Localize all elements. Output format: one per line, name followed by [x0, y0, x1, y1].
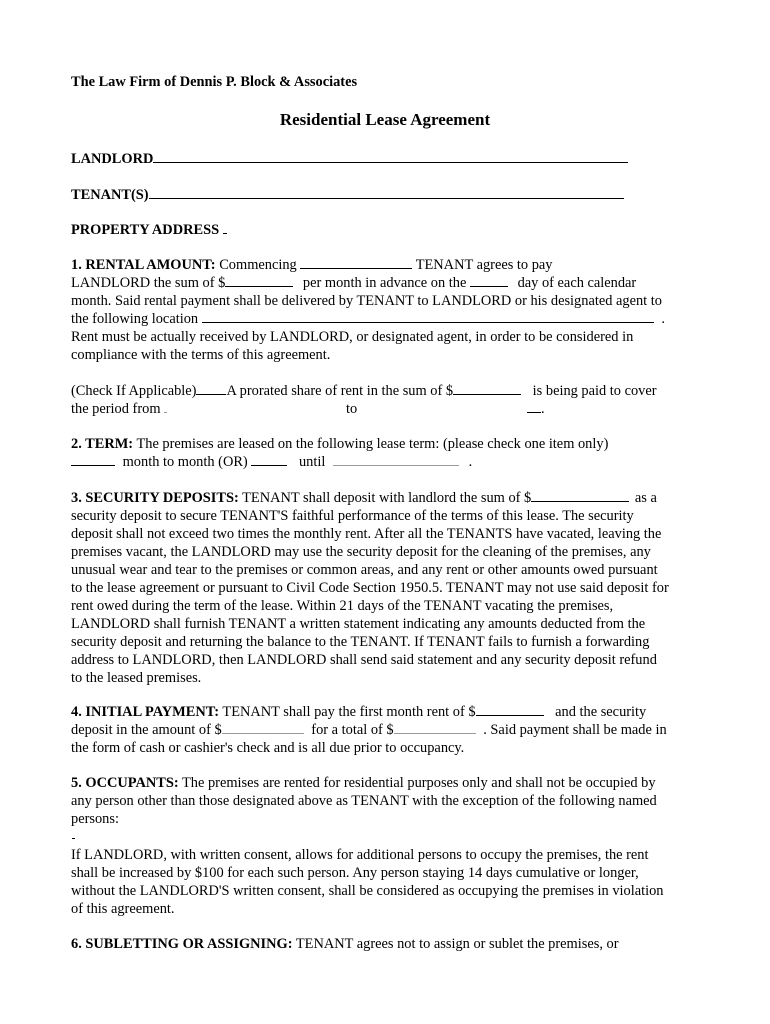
s3-line: to the leased premises. — [71, 670, 202, 686]
tenants-field — [71, 186, 624, 204]
s5-line-2: any person other than those designated above as TENANT with the exception of the following named — [71, 793, 657, 809]
s3-line: unusual wear and tear to the premises or common areas, and any rent or other amounts owed pursuant — [71, 562, 658, 578]
property-address-blank[interactable] — [223, 221, 227, 234]
prorated-text: A prorated share of rent in the sum of $ — [226, 383, 454, 399]
s5-line: without the LANDLORD'S written consent, shall be considered as occupying the premises in violation — [71, 883, 664, 899]
s1-text: day of each calendar — [517, 275, 637, 291]
property-address-label: PROPERTY ADDRESS — [71, 222, 220, 238]
named-persons-blank[interactable] — [72, 838, 75, 839]
prorated-text: to — [346, 401, 358, 417]
landlord-blank[interactable] — [153, 150, 628, 163]
s2-text: until — [298, 454, 326, 470]
s3-heading: 3. SECURITY DEPOSITS: — [71, 490, 239, 506]
prorated-text: (Check If Applicable) — [71, 383, 197, 399]
s5-text: The premises are rented for residential purposes only and shall not be occupied by — [182, 775, 656, 791]
s2-text: month to month (OR) — [122, 454, 248, 470]
s1-text: per month in advance on the — [302, 275, 467, 291]
s2-line-1 — [71, 435, 608, 453]
s3-line-1 — [71, 489, 657, 507]
commencing-date-blank[interactable] — [300, 256, 412, 269]
s2-line-2: month to month (OR) until . — [71, 453, 472, 471]
s5-line: of this agreement. — [71, 901, 175, 917]
s6-text: TENANT agrees not to assign or sublet the premises, or — [295, 936, 619, 952]
first-month-rent-blank[interactable] — [476, 703, 544, 716]
document-title: Residential Lease Agreement — [279, 110, 491, 129]
s1-line-4: the following location . — [71, 311, 665, 327]
fixed-term-check-blank[interactable] — [251, 453, 287, 466]
s1-text: TENANT agrees to pay — [415, 257, 553, 273]
s1-line-1 — [71, 256, 553, 274]
s5-line-1 — [71, 774, 656, 792]
s2-heading: 2. TERM: — [71, 436, 134, 452]
s4-text: and the security — [555, 704, 647, 720]
s4-line-1 — [71, 703, 646, 721]
s3-line: security deposit and returning the balance to the TENANT. If TENANT fails to furnish a forwarding — [71, 634, 650, 650]
s4-text: . Said payment shall be made in — [483, 722, 667, 738]
s5-line: If LANDLORD, with written consent, allows for additional persons to occupy the premises, the rent — [71, 847, 649, 863]
s3-line: rent owed during the term of the lease. Within 21 days of the TENANT vacating the premises, — [71, 598, 614, 614]
s4-text: deposit in the amount of $ — [71, 722, 222, 738]
payment-location-blank[interactable] — [202, 310, 654, 323]
deposit-amount-blank[interactable] — [222, 721, 304, 734]
s4-text: TENANT shall pay the first month rent of $ — [222, 704, 476, 720]
s3-line: premises vacant, the LANDLORD may use the security deposit for the cleaning of the premises, any — [71, 544, 651, 560]
s6-heading: 6. SUBLETTING OR ASSIGNING: — [71, 936, 293, 952]
s5-heading: 5. OCCUPANTS: — [71, 775, 179, 791]
s5-line-3: persons: — [71, 811, 119, 827]
s3-line: deposit shall not exceed two times the monthly rent. After all the TENANTS have vacated, leaving the — [71, 526, 662, 542]
prorated-amount-blank[interactable] — [453, 382, 521, 395]
s1-line-6: compliance with the terms of this agreement. — [71, 347, 331, 363]
s1-text: Commencing — [219, 257, 297, 273]
landlord-field — [71, 150, 628, 168]
until-date-blank[interactable] — [333, 453, 459, 466]
rent-day-blank[interactable] — [470, 274, 508, 287]
tenants-blank[interactable] — [149, 186, 624, 199]
total-amount-blank[interactable] — [394, 721, 476, 734]
monthly-rent-blank[interactable] — [225, 274, 293, 287]
s4-text: for a total of $ — [311, 722, 394, 738]
s3-line: security deposit to secure TENANT'S faithful performance of the terms of this lease. The security — [71, 508, 634, 524]
prorated-text: the period from — [71, 401, 161, 417]
s2-text: The premises are leased on the following lease term: (please check one item only) — [136, 436, 609, 452]
prorated-line-1 — [71, 382, 657, 400]
property-address-field — [71, 221, 227, 239]
s1-line-5: Rent must be actually received by LANDLORD, or designated agent, in order to be considered in — [71, 329, 634, 345]
period-to-blank[interactable] — [527, 400, 541, 413]
prorated-check-blank[interactable] — [196, 382, 226, 395]
s3-text: as a — [634, 490, 657, 506]
security-deposit-blank[interactable] — [531, 489, 629, 502]
s4-line-3: the form of cash or cashier's check and is all due prior to occupancy. — [71, 740, 465, 756]
period-from-blank[interactable] — [164, 400, 167, 413]
s1-heading: 1. RENTAL AMOUNT: — [71, 257, 216, 273]
s3-line: to the lease agreement or pursuant to Civil Code Section 1950.5. TENANT may not use said deposit for — [71, 580, 669, 596]
s5-line: shall be increased by $100 for each such person. Any person staying 14 days cumulative or longer, — [71, 865, 639, 881]
s3-line: LANDLORD shall furnish TENANT a written statement indicating any amounts deducted from the — [71, 616, 646, 632]
month-to-month-check-blank[interactable] — [71, 453, 115, 466]
s1-text: the following location — [71, 311, 199, 327]
s4-heading: 4. INITIAL PAYMENT: — [71, 704, 220, 720]
s3-text: TENANT shall deposit with landlord the sum of $ — [242, 490, 532, 506]
firm-name: The Law Firm of Dennis P. Block & Associates — [71, 74, 358, 90]
s1-line-3: month. Said rental payment shall be delivered by TENANT to LANDLORD or his designated agent to — [71, 293, 662, 309]
prorated-text: is being paid to cover — [532, 383, 657, 399]
tenants-label: TENANT(S) — [71, 187, 149, 203]
s1-line-2 — [71, 274, 636, 292]
s6-line-1 — [71, 935, 619, 953]
landlord-label: LANDLORD — [71, 151, 154, 167]
s4-line-2 — [71, 721, 667, 739]
s1-text: LANDLORD the sum of $ — [71, 275, 226, 291]
s3-line: address to LANDLORD, then LANDLORD shall send said statement and any security deposit refund — [71, 652, 657, 668]
prorated-line-2: the period from to . — [71, 401, 545, 417]
